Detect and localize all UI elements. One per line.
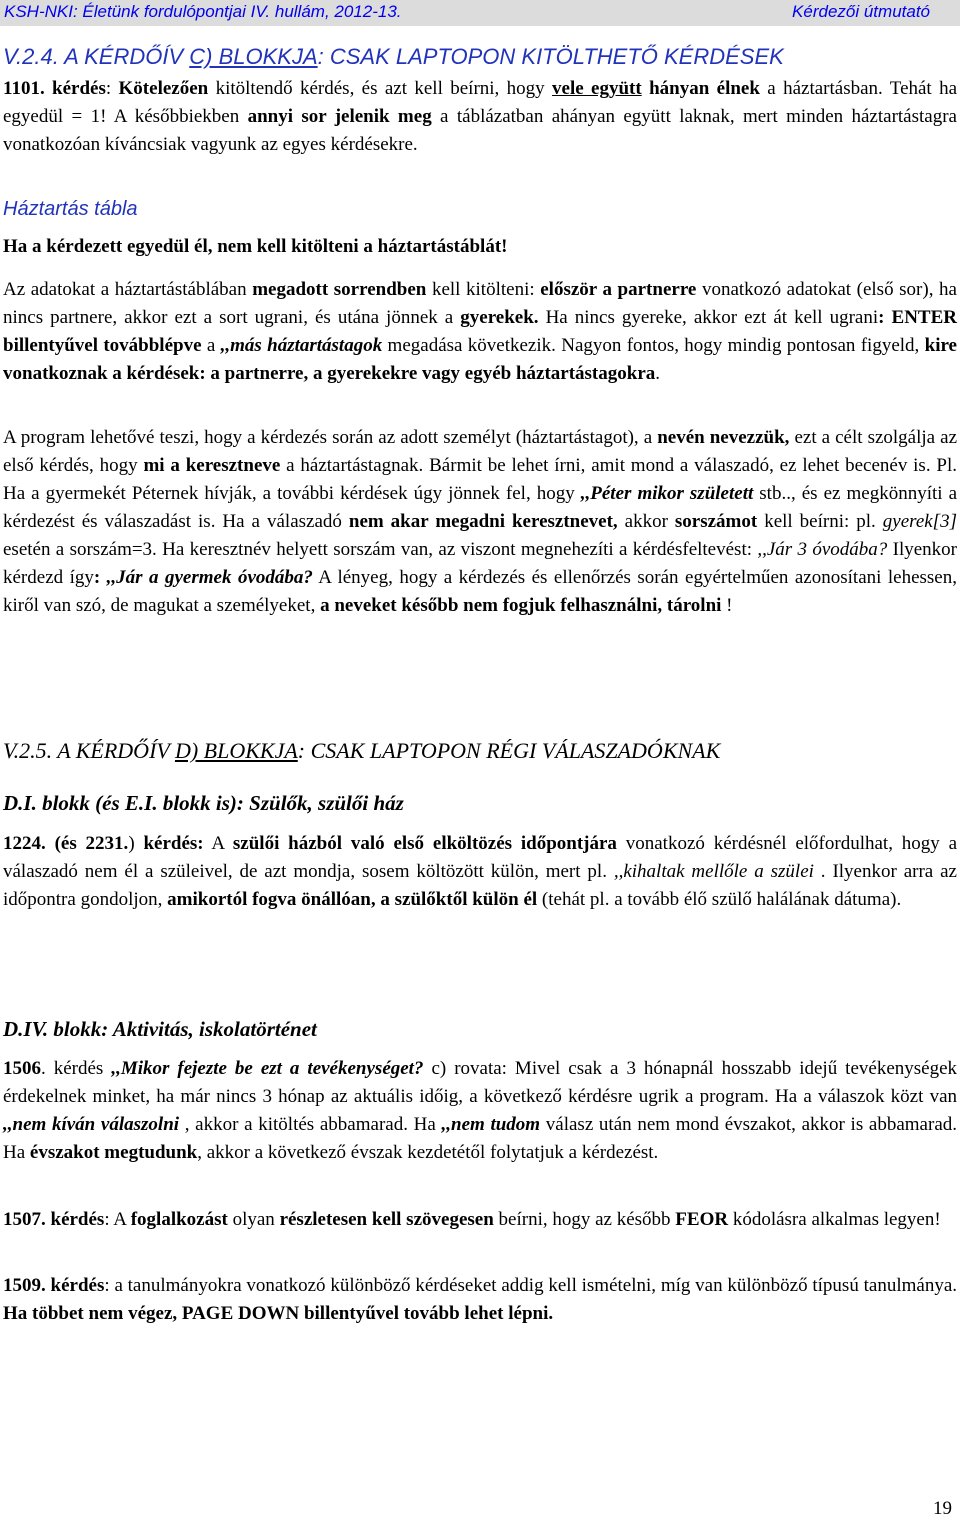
text-run: 1509. kérdés <box>3 1275 105 1296</box>
text-run: a háztartásban. Tehát ha egyedül = 1! A későbbiekben <box>3 78 958 127</box>
text-run: nem akar megadni keresztnevet, <box>348 511 618 532</box>
text-run: részletesen kell szövegesen <box>279 1209 494 1230</box>
text-run: ,,Mikor fejezte be ezt a tevékenységet? <box>111 1058 424 1079</box>
text-run: először a partnerre <box>540 279 697 300</box>
text-run: a táblázatban ahányan együtt laknak, mert minden háztartástagra vonatkozóan kíváncsiak vagyunk az egyes kérdésekre. <box>3 106 957 155</box>
text-run: (tehát pl. a tovább élő szülő halálának dátuma). <box>537 889 902 910</box>
block-div-heading: D.IV. blokk: Aktivitás, iskolatörténet <box>3 1017 317 1041</box>
text-run: A program lehetővé teszi, hogy a kérdezés során az adott személyt (háztartástagot), a <box>3 427 658 448</box>
text-run: kell beírni: pl. <box>757 511 883 532</box>
text-run: Kötelezően <box>118 78 209 99</box>
text-run: 1224. (és 2231. <box>3 833 129 854</box>
block-di-heading: D.I. blokk (és E.I. blokk is): Szülők, szülői ház <box>3 791 404 815</box>
text-run: ,,más háztartástagok <box>220 335 383 356</box>
text-run: foglalkozást <box>130 1209 228 1230</box>
names-paragraph <box>3 424 957 620</box>
text-run: : <box>105 78 119 99</box>
text-run: a <box>201 335 221 356</box>
text-run: Ha a kérdezett egyedül él, nem kell kitölteni a háztartástáblát! <box>3 236 508 257</box>
text-run: kire vonatkoznak a kérdések: a partnerre, a gyerekekre vagy egyéb háztartástagokra <box>3 335 957 384</box>
text-run: ,,Jár 3 óvodába? <box>757 539 888 560</box>
header-right: Kérdezői útmutató <box>792 2 930 21</box>
order-paragraph <box>3 276 957 388</box>
section-c-heading: V.2.4. A KÉRDŐÍV C) BLOKKJA: CSAK LAPTOPON KITÖLTHETŐ KÉRDÉSEK <box>3 44 784 69</box>
text-run: nevén nevezzük, <box>657 427 790 448</box>
single-household-note <box>3 233 957 261</box>
text-run: megadása következik. Nagyon fontos, hogy mindig pontosan figyeld, <box>382 335 925 356</box>
text-run: megadott sorrendben <box>252 279 427 300</box>
text-run: beírni, hogy az később <box>493 1209 676 1230</box>
text-run: ,,kihaltak mellőle a szülei <box>613 861 814 882</box>
text-run: amikortól fogva önállóan, a szülőktől külön él <box>167 889 538 910</box>
q1224-paragraph <box>3 830 957 914</box>
text-run: . kérdés <box>41 1058 112 1079</box>
text-run: kódolásra alkalmas legyen! <box>728 1209 941 1230</box>
text-run: 1506 <box>3 1058 41 1079</box>
text-run: vonatkozó kérdésnél előfordulhat, hogy a válaszadó nem él a szüleivel, de azt mondja, sosem költözött külön, mert pl. <box>3 833 958 882</box>
text-run: a neveket később nem fogjuk felhasználni, tárolni <box>320 595 722 616</box>
section-d-heading: V.2.5. A KÉRDŐÍV D) BLOKKJA: CSAK LAPTOPON RÉGI VÁLASZADÓKNAK <box>3 738 721 763</box>
text-run <box>642 78 649 99</box>
text-run: sorszámot <box>674 511 758 532</box>
text-run: ) <box>128 833 144 854</box>
text-run: kell kitölteni: <box>426 279 541 300</box>
text-run: ezt a célt szolgálja az első kérdés, hogy <box>3 427 957 476</box>
text-run: évszakot megtudunk <box>29 1142 198 1163</box>
text-run: . <box>655 363 661 384</box>
text-run: 1507. kérdés <box>3 1209 105 1230</box>
text-run: annyi sor jelenik meg <box>247 106 432 127</box>
text-run: kitöltendő kérdés, és azt kell beírni, hogy <box>208 78 553 99</box>
text-run: stb.., és ez megkönnyíti a kérdezést és válaszadást is. Ha a válaszadó <box>3 483 957 532</box>
text-run: Ha többet nem végez, PAGE DOWN billentyűvel tovább lehet lépni. <box>3 1303 554 1324</box>
text-run: hányan élnek <box>649 78 760 99</box>
text-run: válasz után nem mond évszakot, akkor is abbamarad. Ha <box>3 1114 957 1163</box>
household-table-heading: Háztartás tábla <box>3 198 138 220</box>
text-run: Az adatokat a háztartástáblában <box>3 279 253 300</box>
q1101-paragraph <box>3 75 957 159</box>
text-run: a háztartástagnak. Bármit be lehet írni, amit mond a válaszadó, ez lehet becenév is. Pl. Ha a gyermekét Péternek hívják, a további kérdések úgy jönnek fel, hogy <box>3 455 958 504</box>
text-run: : ENTER billentyűvel továbblépve <box>3 307 957 356</box>
text-run: , akkor a kitöltés abbamarad. Ha <box>179 1114 442 1135</box>
text-run: : a tanulmányokra vonatkozó különböző kérdéseket addig kell ismételni, míg van különböző típusú tanulmánya. <box>104 1275 958 1296</box>
text-run: vonatkozó adatokat (első sor), ha nincs partnere, akkor ezt a sort ugrani, és utána jönnek a <box>3 279 957 328</box>
text-run: szülői házból való első elköltözés időpontjára <box>232 833 617 854</box>
text-run: Ilyenkor kérdezd így <box>3 539 958 588</box>
text-run: akkor <box>617 511 675 532</box>
text-run: A lényeg, hogy a kérdezés és ellenőrzés során egyértelműen azonosítani lehessen, kiről van szó, de magukat a személyeket, <box>3 567 957 616</box>
text-run: ! <box>721 595 733 616</box>
q1507-paragraph <box>3 1206 957 1234</box>
text-run: olyan <box>227 1209 280 1230</box>
text-run: ,,nem tudom <box>441 1114 541 1135</box>
running-header <box>0 0 960 26</box>
text-run: ,,nem kíván válaszolni <box>3 1114 180 1135</box>
text-run: : <box>93 567 107 588</box>
text-run: . Ilyenkor arra az időpontra gondoljon, <box>3 861 957 910</box>
text-run: Ha nincs gyereke, akkor ezt át kell ugrani <box>538 307 879 328</box>
text-run: c) rovata: Mivel csak a 3 hónapnál hosszabb idejű tevékenységek érdekelnek minket, ha már nincs 3 hónap az aktuális időig, a következő kérdésre ugrik a program. Ha a válaszok közt van <box>3 1058 958 1107</box>
text-run: gyerekek. <box>460 307 539 328</box>
text-run: , akkor a következő évszak kezdetétől folytatjuk a kérdezést. <box>197 1142 659 1163</box>
text-run: kérdés: <box>143 833 204 854</box>
text-run: ,,Péter mikor született <box>580 483 754 504</box>
text-run: vele együtt <box>552 78 642 99</box>
text-run: : A <box>104 1209 131 1230</box>
header-left: KSH-NKI: Életünk fordulópontjai IV. hullám, 2012-13. <box>4 2 402 21</box>
text-run: A <box>203 833 233 854</box>
page-number: 19 <box>933 1498 952 1519</box>
text-run: esetén a sorszám=3. Ha keresztnév helyett sorszám van, az viszont megnehezíti a kérdésfeltevést: <box>3 539 758 560</box>
text-run: gyerek[3] <box>882 511 957 532</box>
text-run: mi a keresztneve <box>143 455 281 476</box>
q1506-paragraph <box>3 1055 957 1167</box>
text-run: ,,Jár a gyermek óvodába? <box>106 567 313 588</box>
text-run: 1101. kérdés <box>3 78 106 99</box>
q1509-paragraph <box>3 1272 957 1328</box>
text-run: FEOR <box>675 1209 729 1230</box>
